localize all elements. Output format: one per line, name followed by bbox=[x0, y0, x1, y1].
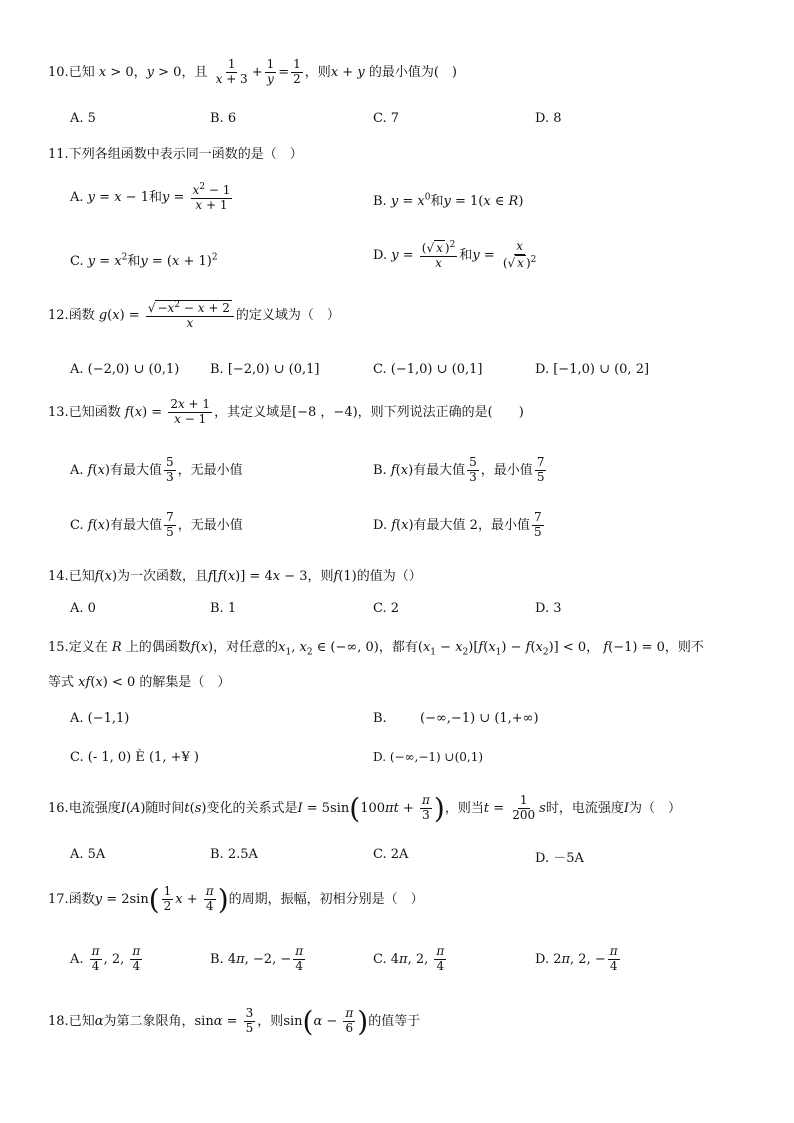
stem-text: 的解集是（ ） bbox=[139, 675, 231, 690]
fraction: $\frac{\pi}{3}$ bbox=[421, 793, 430, 822]
option-a[interactable]: A. $\frac{\pi}{4}$ , 2, $\frac{\pi}{4}$ bbox=[70, 944, 141, 973]
fraction: $\frac{\pi}{4}$ bbox=[295, 944, 304, 973]
option-text: ，无最小值 bbox=[177, 462, 243, 478]
question-10: 10.已知 x > 0，y > 0，且 $\frac{1}{x + 3}$ + $\frac{1}{y}$ = $\frac{1}{2}$ ，则x + y 的最小值为( ) bbox=[48, 57, 457, 86]
option-a[interactable]: A. 5A bbox=[70, 847, 106, 862]
option-label: B. bbox=[373, 194, 387, 209]
fraction: $\frac{1}{200}$ bbox=[512, 793, 536, 822]
stem-text: 的定义域为（ ） bbox=[235, 307, 340, 323]
stem-text: 的值等于 bbox=[368, 1014, 421, 1029]
fraction: $\frac{1}{y}$ bbox=[266, 57, 275, 86]
option-label: A. bbox=[70, 951, 84, 967]
option-a[interactable]: A. 5 bbox=[70, 111, 96, 126]
stem-text: ，则当 bbox=[444, 801, 484, 816]
question-number: 12. bbox=[48, 307, 69, 323]
option-label: B. bbox=[373, 462, 387, 478]
fraction: $\frac{x}{(√ x )^2}$ bbox=[502, 239, 537, 270]
stem-text: 已知 bbox=[68, 1014, 95, 1029]
option-label: D. bbox=[373, 517, 388, 533]
option-label: D. bbox=[535, 951, 550, 967]
question-number: 13. bbox=[48, 404, 69, 420]
question-number: 18. bbox=[48, 1014, 69, 1029]
fraction: $\frac{\pi}{4}$ bbox=[91, 944, 100, 973]
option-a[interactable]: A. (−2,0) ∪ (0,1) bbox=[70, 362, 180, 377]
stem-text: ，则 bbox=[307, 569, 334, 584]
option-label: C. bbox=[70, 254, 84, 269]
stem-text: ，其定义域是[−8 ，−4)，则下列说法正确的是( ) bbox=[214, 404, 524, 420]
fraction: $\frac{1}{x + 3}$ bbox=[215, 57, 248, 86]
question-18: 18.已知α为第二象限角，sinα = $\frac{3}{5}$ ，则sin(α − $\frac{\pi}{6}$ )的值等于 bbox=[48, 1005, 421, 1038]
option-c[interactable]: C. (- 1, 0) È (1, +¥ ) bbox=[70, 750, 199, 765]
question-12: 12.函数 g(x) = $\frac{√ -x^2 - x + 2}{x}$ 的定义域为（ ） bbox=[48, 300, 340, 330]
option-text: 有最大值 bbox=[110, 517, 163, 533]
fraction: $\frac{\pi}{4}$ bbox=[205, 884, 214, 913]
question-16: 16.电流强度I(A)随时间t(s)变化的关系式是I = 5sin(100πt + $\frac{\pi}{3}$ )，则当t = $\frac{1}{200}$ s时，电流强度I为（ ） bbox=[48, 792, 681, 825]
option-d[interactable]: D. y = $\frac{(√ x )^2}{x}$ 和y = $\frac{x}{(√ x )^2}$ bbox=[373, 239, 537, 270]
stem-text: ，则 bbox=[304, 64, 331, 80]
stem-text: ，则 bbox=[257, 1014, 284, 1029]
question-17: 17.函数y = 2sin( $\frac{1}{2}$ x + $\frac{\pi}{4}$ )的周期，振幅，初相分别是（ ） bbox=[48, 883, 424, 916]
option-a[interactable]: A. (−1,1) bbox=[70, 711, 130, 726]
option-label: D. bbox=[373, 247, 388, 263]
stem-text: 和 bbox=[148, 189, 162, 205]
fraction: $\frac{5}{3}$ bbox=[166, 455, 174, 484]
option-text: ，无最小值 bbox=[177, 517, 243, 533]
option-b[interactable]: B. $y = x^0$和y = 1(x ∈ R) bbox=[373, 192, 524, 209]
option-b[interactable]: B. 4π, −2, − $\frac{\pi}{4}$ bbox=[210, 944, 304, 973]
stem-text: 的值为（） bbox=[356, 569, 422, 584]
option-d[interactable]: D. 3 bbox=[535, 601, 562, 616]
option-c[interactable]: C. (−1,0) ∪ (0,1] bbox=[373, 362, 483, 377]
option-a[interactable]: A. y = x − 1和y = $\frac{x^2 - 1}{x + 1}$ bbox=[70, 182, 231, 212]
math: x bbox=[330, 64, 339, 80]
question-number: 17. bbox=[48, 892, 69, 907]
stem-text: 的周期，振幅，初相分别是（ ） bbox=[228, 892, 424, 907]
option-d[interactable]: D. f(x)有最大值 2，最小值 $\frac{7}{5}$ bbox=[373, 510, 542, 539]
stem-text: 已知 bbox=[68, 64, 95, 80]
question-13: 13.已知函数 f(x) = $\frac{2x + 1}{x - 1}$ ，其定义域是[−8 ，−4)，则下列说法正确的是( ) bbox=[48, 397, 524, 426]
option-text: 有最大值 bbox=[109, 462, 162, 478]
question-number: 10. bbox=[48, 64, 69, 80]
question-number: 11. bbox=[48, 147, 69, 162]
stem-text: 已知函数 bbox=[68, 404, 121, 420]
question-number: 15. bbox=[48, 640, 69, 655]
option-text: 有最大值 bbox=[413, 462, 466, 478]
stem-text: 为第二象限角， bbox=[103, 1014, 195, 1029]
option-b[interactable]: B. 1 bbox=[210, 601, 237, 616]
fraction: $\frac{7}{5}$ bbox=[536, 455, 545, 484]
fraction: $\frac{7}{5}$ bbox=[533, 510, 542, 539]
option-label: A. bbox=[70, 462, 84, 478]
stem-text: 上的偶函数 bbox=[125, 640, 191, 655]
fraction: $\frac{5}{3}$ bbox=[469, 455, 477, 484]
option-d[interactable]: D. 2π, 2, − $\frac{\pi}{4}$ bbox=[535, 944, 618, 973]
option-label: C. bbox=[70, 517, 84, 533]
stem-text: ， bbox=[133, 64, 147, 80]
stem-text: ，对任意的 bbox=[213, 640, 279, 655]
fraction: $\frac{√ -x^2 - x + 2}{x}$ bbox=[146, 300, 234, 331]
option-a[interactable]: A. f(x)有最大值 $\frac{5}{3}$ ，无最小值 bbox=[70, 455, 243, 484]
stem-text: 下列各组函数中表示同一函数的是（ ） bbox=[68, 147, 303, 162]
fraction: $\frac{3}{5}$ bbox=[245, 1006, 254, 1035]
math: x bbox=[98, 64, 107, 80]
stem-text: 电流强度 bbox=[68, 801, 121, 816]
question-11 bbox=[48, 143, 303, 162]
stem-text: ， bbox=[586, 640, 600, 655]
option-text: 有最大值 2，最小值 bbox=[413, 517, 530, 533]
stem-text: ，则不 bbox=[664, 640, 704, 655]
option-b[interactable]: (−∞,−1) ∪ (1,+∞) bbox=[420, 711, 539, 726]
fraction: $\frac{1}{2}$ bbox=[293, 57, 301, 86]
stem-text: 为（ ） bbox=[628, 801, 681, 816]
option-b[interactable]: B. [−2,0) ∪ (0,1] bbox=[210, 362, 320, 377]
option-label: B. bbox=[210, 951, 224, 967]
option-d[interactable]: D. 8 bbox=[535, 111, 562, 126]
math: y bbox=[146, 64, 154, 80]
option-b[interactable]: B. 6 bbox=[210, 111, 237, 126]
stem-text: 等式 bbox=[48, 675, 75, 690]
option-c[interactable]: C. 2A bbox=[373, 847, 409, 862]
question-15-line2: 等式 xf(x) < 0 的解集是（ ） bbox=[48, 675, 231, 690]
option-c[interactable]: C. $y = x^2$和$y = (x + 1)^2$ bbox=[70, 252, 218, 269]
option-d[interactable]: D. (−∞,−1) ∪(0,1) bbox=[373, 750, 484, 764]
option-d[interactable]: D. －5A bbox=[535, 851, 584, 866]
question-14: 14.已知f(x)为一次函数，且f[f(x)] = 4x − 3，则f(1)的值为（） bbox=[48, 569, 422, 584]
fraction: $\frac{\pi}{6}$ bbox=[345, 1006, 354, 1035]
question-number: 14. bbox=[48, 569, 69, 584]
option-b[interactable]: B. f(x)有最大值 $\frac{5}{3}$ ，最小值 $\frac{7}{5}$ bbox=[373, 455, 545, 484]
fraction: $\frac{(√ x )^2}{x}$ bbox=[421, 240, 456, 270]
fraction: $\frac{2x + 1}{x - 1}$ bbox=[170, 397, 211, 426]
stem-text: 时，电流强度 bbox=[545, 801, 624, 816]
fraction: $\frac{1}{2}$ bbox=[163, 884, 172, 913]
option-c[interactable]: C. 2 bbox=[373, 601, 400, 616]
question-number: 16. bbox=[48, 801, 69, 816]
stem-text: 变化的关系式是 bbox=[206, 801, 298, 816]
math: y bbox=[357, 64, 365, 80]
option-label: C. bbox=[373, 951, 387, 967]
stem-text: 定义在 bbox=[68, 640, 108, 655]
option-b[interactable]: B. 2.5A bbox=[210, 847, 258, 862]
option-a[interactable]: A. 0 bbox=[70, 601, 96, 616]
option-c[interactable]: C. f(x)有最大值 $\frac{7}{5}$ ，无最小值 bbox=[70, 510, 243, 539]
stem-text: 的最小值为( ) bbox=[368, 64, 457, 80]
option-c[interactable]: C. 4π, 2, $\frac{\pi}{4}$ bbox=[373, 944, 445, 973]
option-b-label[interactable]: B. bbox=[373, 711, 387, 726]
stem-text: 函数 bbox=[68, 307, 95, 323]
fraction: $\frac{\pi}{4}$ bbox=[436, 944, 445, 973]
option-text: ，最小值 bbox=[480, 462, 533, 478]
option-d[interactable]: D. [−1,0) ∪ (0, 2] bbox=[535, 362, 650, 377]
fraction: $\frac{x^2 - 1}{x + 1}$ bbox=[192, 182, 231, 212]
fraction: $\frac{\pi}{4}$ bbox=[609, 944, 618, 973]
fraction: $\frac{7}{5}$ bbox=[166, 510, 174, 539]
stem-text: 随时间 bbox=[145, 801, 185, 816]
question-15: 15.定义在 R 上的偶函数f(x)，对任意的$x_1$, $x_2$ ∈ (−∞, 0)，都有$(x_1 - x_2)[f(x_1) - f(x_2)] < 0$， f(−1) = 0，则不 bbox=[48, 640, 704, 658]
option-label: A. bbox=[70, 189, 84, 205]
option-c[interactable]: C. 7 bbox=[373, 111, 400, 126]
stem-text: ，且 bbox=[181, 64, 208, 80]
stem-text: 函数 bbox=[68, 892, 95, 907]
fraction: $\frac{\pi}{4}$ bbox=[132, 944, 141, 973]
stem-text: 为一次函数，且 bbox=[117, 569, 209, 584]
stem-text: ，都有 bbox=[378, 640, 418, 655]
stem-text: 已知 bbox=[68, 569, 95, 584]
